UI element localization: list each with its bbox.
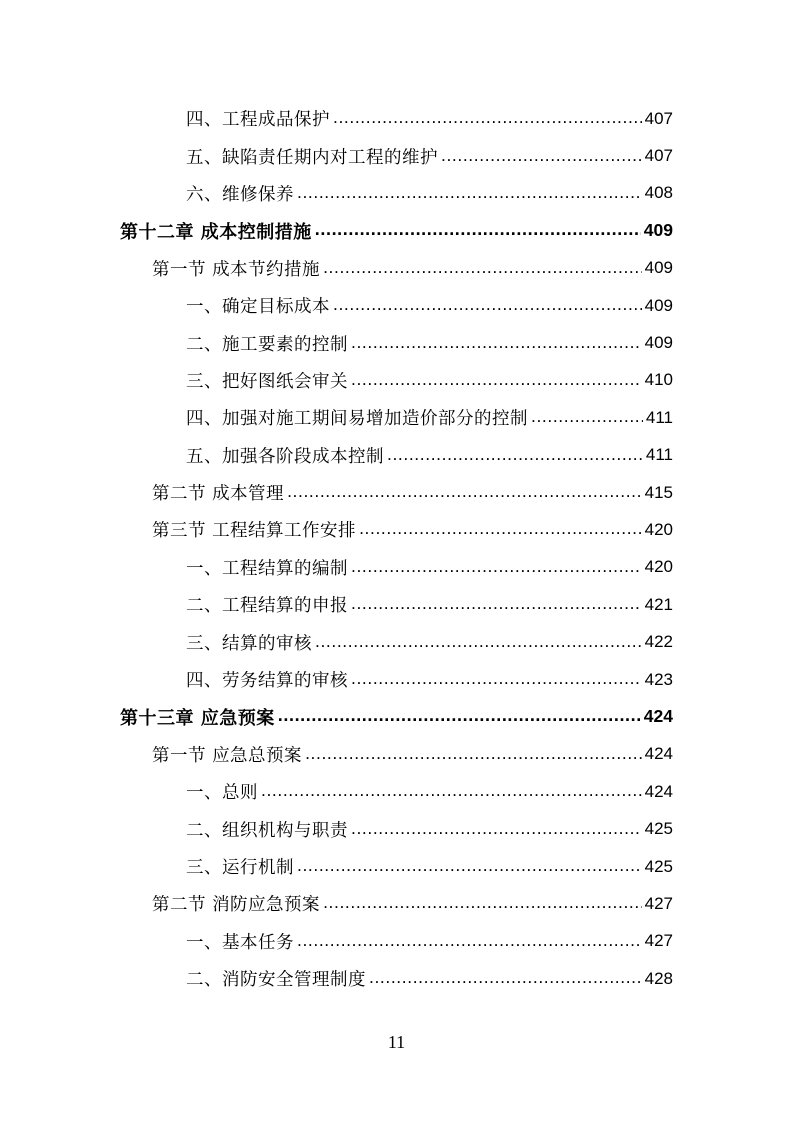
toc-dot-leader	[351, 332, 642, 353]
toc-dot-leader	[531, 406, 643, 427]
toc-entry-title: 第一节 成本节约措施	[152, 259, 321, 280]
toc-entry-page: 425	[644, 819, 673, 839]
toc-entry-title: 三、结算的审核	[186, 633, 312, 654]
toc-entry-title: 二、消防安全管理制度	[186, 970, 366, 991]
toc-dot-leader	[323, 892, 642, 913]
toc-entry-page: 422	[644, 632, 673, 652]
toc-item-row[interactable]	[0, 362, 793, 399]
toc-section-row[interactable]	[0, 511, 793, 548]
toc-dot-leader	[333, 294, 642, 315]
toc-entry-page: 410	[644, 370, 673, 390]
toc-section-row[interactable]	[0, 736, 793, 773]
toc-entry-page: 409	[644, 333, 673, 353]
toc-entry-page: 421	[644, 594, 673, 614]
toc-dot-leader	[297, 855, 642, 876]
toc-entry-page: 411	[645, 407, 673, 427]
toc-item-row[interactable]	[0, 137, 793, 174]
toc-entry-page: 408	[644, 183, 673, 203]
toc-entry-page: 409	[644, 258, 673, 278]
toc-dot-leader	[387, 444, 643, 465]
toc-item-row[interactable]	[0, 586, 793, 623]
toc-dot-leader	[359, 518, 642, 539]
toc-dot-leader	[305, 743, 642, 764]
toc-item-row[interactable]	[0, 100, 793, 137]
toc-dot-leader	[351, 556, 642, 577]
toc-entry-page: 420	[644, 557, 673, 577]
toc-entry-title: 第二节 消防应急预案	[152, 895, 321, 916]
toc-entry-page: 420	[644, 519, 673, 539]
toc-dot-leader	[323, 257, 642, 278]
toc-dot-leader	[297, 930, 642, 951]
toc-entry-title: 第十三章 应急预案	[120, 707, 275, 729]
toc-item-row[interactable]	[0, 848, 793, 885]
toc-item-row[interactable]	[0, 661, 793, 698]
toc-entry-page: 411	[645, 445, 673, 465]
toc-entry-page: 409	[643, 220, 673, 241]
toc-entry-title: 四、工程成品保护	[186, 110, 330, 131]
toc-entry-page: 423	[644, 669, 673, 689]
toc-item-row[interactable]	[0, 175, 793, 212]
toc-dot-leader	[261, 780, 642, 801]
toc-item-row[interactable]	[0, 960, 793, 997]
toc-item-row[interactable]	[0, 437, 793, 474]
toc-entry-title: 一、确定目标成本	[186, 297, 330, 318]
toc-dot-leader	[278, 705, 641, 726]
toc-item-row[interactable]	[0, 287, 793, 324]
toc-entry-title: 五、缺陷责任期内对工程的维护	[186, 147, 438, 168]
toc-entry-title: 一、总则	[186, 783, 258, 804]
toc-entry-page: 424	[644, 781, 673, 801]
toc-dot-leader	[315, 219, 641, 240]
toc-entry-page: 409	[644, 295, 673, 315]
toc-entry-title: 第三节 工程结算工作安排	[152, 521, 357, 542]
toc-entry-title: 一、基本任务	[186, 932, 294, 953]
toc-item-row[interactable]	[0, 923, 793, 960]
toc-entry-title: 第一节 应急总预案	[152, 745, 303, 766]
toc-dot-leader	[369, 967, 642, 988]
toc-entry-title: 二、施工要素的控制	[186, 334, 348, 355]
toc-entry-page: 428	[644, 968, 673, 988]
toc-entry-title: 四、劳务结算的审核	[186, 671, 348, 692]
toc-dot-leader	[351, 668, 642, 689]
toc-entry-page: 424	[644, 744, 673, 764]
toc-entry-title: 三、把好图纸会审关	[186, 371, 348, 392]
page-number: 11	[387, 1032, 406, 1052]
toc-item-row[interactable]	[0, 549, 793, 586]
toc-entry-page: 427	[644, 931, 673, 951]
toc-entry-title: 一、工程结算的编制	[186, 558, 348, 579]
toc-entry-title: 第十二章 成本控制措施	[120, 221, 312, 243]
toc-entry-page: 415	[644, 482, 673, 502]
toc-dot-leader	[351, 593, 642, 614]
toc-entry-title: 三、运行机制	[186, 858, 294, 878]
toc-chapter-row[interactable]	[0, 698, 793, 735]
toc-entry-title: 六、维修保养	[186, 184, 294, 205]
toc-dot-leader	[333, 107, 642, 128]
toc-entry-title: 二、工程结算的申报	[186, 596, 348, 617]
toc-entry-title: 四、加强对施工期间易增加造价部分的控制	[186, 409, 528, 430]
toc-section-row[interactable]	[0, 250, 793, 287]
toc-entry-title: 第二节 成本管理	[152, 484, 285, 505]
toc-entry-page: 407	[644, 146, 673, 166]
table-of-contents	[0, 100, 793, 997]
toc-dot-leader	[441, 145, 642, 166]
toc-dot-leader	[315, 631, 642, 652]
toc-item-row[interactable]	[0, 810, 793, 847]
toc-entry-page: 427	[644, 893, 673, 913]
toc-entry-page: 407	[644, 108, 673, 128]
toc-item-row[interactable]	[0, 324, 793, 361]
toc-dot-leader	[297, 182, 642, 203]
toc-item-row[interactable]	[0, 773, 793, 810]
toc-dot-leader	[351, 818, 642, 839]
toc-entry-title: 五、加强各阶段成本控制	[186, 446, 384, 467]
toc-entry-page: 425	[644, 856, 673, 876]
toc-section-row[interactable]	[0, 474, 793, 511]
toc-dot-leader	[351, 369, 642, 390]
toc-entry-page: 424	[643, 706, 673, 727]
toc-dot-leader	[287, 481, 642, 502]
toc-section-row[interactable]	[0, 885, 793, 922]
toc-item-row[interactable]	[0, 623, 793, 660]
toc-chapter-row[interactable]	[0, 212, 793, 249]
toc-entry-title: 二、组织机构与职责	[186, 820, 348, 841]
toc-item-row[interactable]	[0, 399, 793, 436]
